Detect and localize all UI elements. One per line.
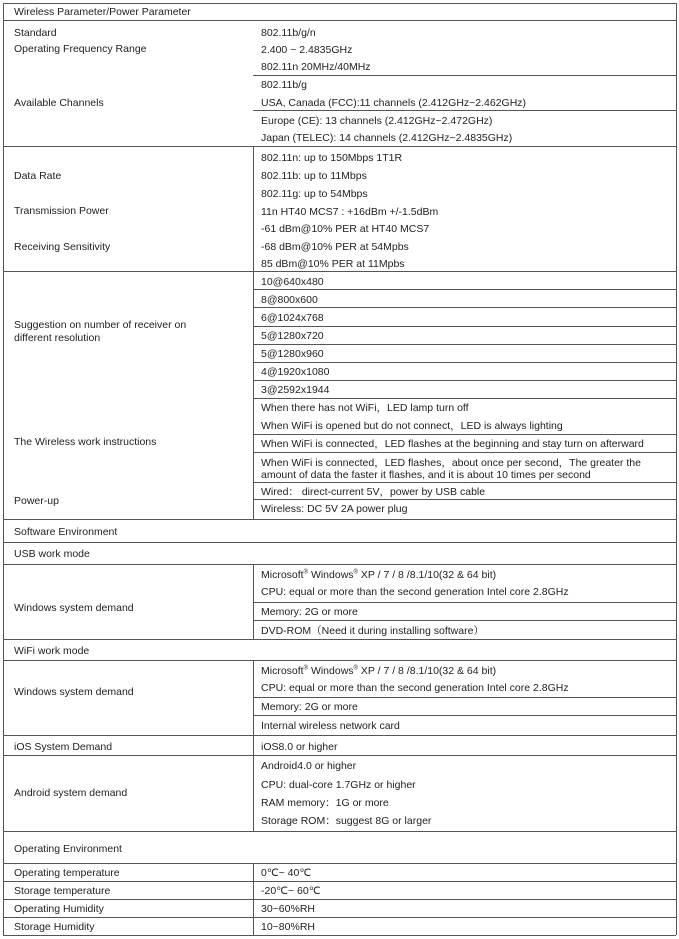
table-rule [253, 602, 676, 603]
table-rule [253, 362, 676, 363]
table-rule [3, 735, 676, 736]
spec-value: 5@1280x720 [261, 330, 324, 342]
spec-value: CPU: equal or more than the second generation Intel core 2.8GHz [261, 586, 569, 598]
spec-value: 802.11b/g [261, 79, 307, 91]
registered-mark: ® [303, 569, 309, 576]
table-border [3, 3, 4, 935]
table-rule [3, 881, 676, 882]
spec-value: When WiFi is opened but do not connect，LED is always lighting [261, 420, 563, 432]
spec-value: USA, Canada (FCC):11 channels (2.412GHz~2.462GHz) [261, 97, 527, 109]
spec-value: -20℃~ 60℃ [261, 885, 321, 897]
table-rule [253, 75, 676, 76]
table-rule [3, 20, 676, 21]
table-rule [3, 542, 676, 543]
column-divider [253, 660, 254, 831]
registered-mark: ® [353, 665, 358, 672]
spec-value: Europe (CE): 13 channels (2.412GHz~2.472GHz) [261, 115, 493, 127]
table-rule [3, 831, 676, 832]
spec-label: The Wireless work instructions [14, 436, 157, 448]
spec-value: CPU: dual-core 1.7GHz or higher [261, 779, 416, 791]
table-rule [253, 326, 676, 327]
table-rule [3, 3, 676, 4]
spec-value: Wireless: DC 5V 2A power plug [261, 503, 408, 515]
column-divider [253, 564, 254, 639]
spec-value: 4@1920x1080 [261, 366, 330, 378]
spec-value: 6@1024x768 [261, 312, 324, 324]
spec-label: Receiving Sensitivity [14, 241, 111, 253]
spec-label: Transmission Power [14, 205, 109, 217]
table-rule [3, 863, 676, 864]
spec-label: Windows system demand [14, 686, 134, 698]
spec-label: Power-up [14, 495, 59, 507]
spec-value: 3@2592x1944 [261, 384, 330, 396]
table-rule [3, 519, 676, 520]
os-vendor: Microsoft [261, 665, 304, 677]
spec-value: -68 dBm@10% PER at 54Mpbs [261, 241, 409, 253]
os-versions: XP / 7 / 8 /8.1/10(32 & 64 bit) [360, 665, 497, 677]
table-rule [3, 917, 676, 918]
table-rule [253, 452, 676, 453]
section-heading: Wireless Parameter/Power Parameter [14, 6, 191, 18]
table-rule [253, 434, 676, 435]
table-rule [253, 499, 676, 500]
column-divider [253, 146, 254, 271]
table-rule [3, 564, 676, 565]
table-rule [3, 755, 676, 756]
spec-value: When WiFi is connected，LED flashes，about once per second，The greater the amount of data the faster it flashes, and it is about 10 times per second [261, 457, 641, 481]
spec-label: Operating temperature [14, 867, 120, 879]
spec-value: 802.11b: up to 11Mbps [261, 170, 367, 182]
spec-value: Internal wireless network card [261, 720, 400, 732]
table-rule [253, 344, 676, 345]
spec-value: 85 dBm@10% PER at 11Mpbs [261, 258, 405, 270]
spec-value: RAM memory：1G or more [261, 797, 389, 809]
spec-label: different resolution [14, 332, 101, 344]
os-name: Windows [310, 569, 354, 581]
section-heading: Software Environment [14, 526, 118, 538]
spec-value: 2.400 ~ 2.4835GHz [261, 44, 353, 56]
section-heading: Operating Environment [14, 843, 122, 855]
spec-value: 30~60%RH [261, 903, 315, 915]
table-rule [253, 398, 676, 399]
table-rule [253, 307, 676, 308]
spec-value: When WiFi is connected，LED flashes at the beginning and stay turn on afterward [261, 438, 644, 450]
os-versions: XP / 7 / 8 /8.1/10(32 & 64 bit) [360, 569, 497, 581]
table-rule [3, 271, 676, 272]
section-heading: WiFi work mode [14, 645, 90, 657]
spec-label: Standard [14, 27, 57, 39]
os-vendor: Microsoft [261, 569, 304, 581]
spec-value: 0℃~ 40℃ [261, 867, 312, 879]
spec-label: Data Rate [14, 170, 62, 182]
spec-value: Memory: 2G or more [261, 701, 358, 713]
spec-label: Available Channels [14, 97, 104, 109]
spec-label: Operating Frequency Range [14, 43, 147, 55]
table-rule [253, 289, 676, 290]
spec-label: Suggestion on number of receiver on [14, 319, 187, 331]
spec-value: CPU: equal or more than the second generation Intel core 2.8GHz [261, 682, 569, 694]
spec-value: -61 dBm@10% PER at HT40 MCS7 [261, 223, 430, 235]
table-rule [3, 660, 676, 661]
spec-label: Android system demand [14, 787, 128, 799]
registered-mark: ® [303, 665, 309, 672]
column-divider [253, 271, 254, 519]
section-heading: USB work mode [14, 548, 90, 560]
spec-value: Memory: 2G or more [261, 606, 358, 618]
spec-value: 802.11g: up to 54Mbps [261, 188, 368, 200]
spec-value [261, 665, 496, 677]
spec-value: 802.11n: up to 150Mbps 1T1R [261, 152, 403, 164]
table-rule [253, 715, 676, 716]
spec-label: Operating Humidity [14, 903, 104, 915]
table-rule [3, 146, 676, 147]
spec-value: Wired： direct-current 5V，power by USB cable [261, 486, 486, 498]
spec-value: iOS8.0 or higher [261, 741, 338, 753]
table-rule [3, 899, 676, 900]
os-name: Windows [310, 665, 354, 677]
spec-label: Windows system demand [14, 602, 134, 614]
table-rule [253, 110, 676, 111]
table-rule [253, 620, 676, 621]
spec-value: 8@800x600 [261, 294, 318, 306]
table-border [676, 3, 677, 935]
table-rule [253, 380, 676, 381]
registered-mark: ® [353, 569, 358, 576]
spec-label: Storage temperature [14, 885, 111, 897]
column-divider [253, 863, 254, 935]
table-rule [253, 482, 676, 483]
spec-value: 802.11n 20MHz/40MHz [261, 61, 371, 73]
spec-value: 10@640x480 [261, 276, 324, 288]
spec-value: 802.11b/g/n [261, 27, 316, 39]
spec-value [261, 569, 496, 581]
spec-value: 11n HT40 MCS7 : +16dBm +/-1.5dBm [261, 206, 439, 218]
spec-value: When there has not WiFi，LED lamp turn off [261, 402, 469, 414]
spec-value: 10~80%RH [261, 921, 315, 933]
table-rule [3, 935, 676, 936]
spec-value: Android4.0 or higher [261, 760, 357, 772]
spec-value: 5@1280x960 [261, 348, 324, 360]
spec-value: DVD-ROM（Need it during installing software） [261, 625, 484, 637]
spec-label: iOS System Demand [14, 741, 113, 753]
spec-value: Storage ROM：suggest 8G or larger [261, 815, 432, 827]
spec-label: Storage Humidity [14, 921, 95, 933]
table-rule [253, 697, 676, 698]
spec-value: Japan (TELEC): 14 channels (2.412GHz~2.4835GHz) [261, 132, 513, 144]
table-rule [3, 639, 676, 640]
